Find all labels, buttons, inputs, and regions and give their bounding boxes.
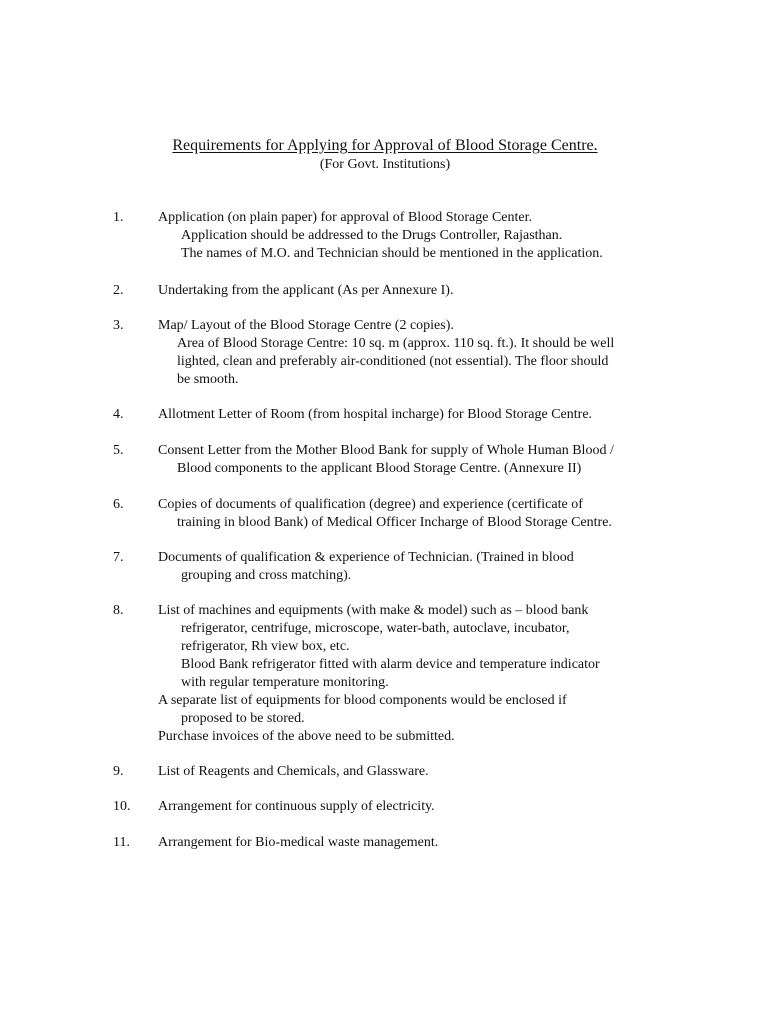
item-number: 6. bbox=[113, 497, 124, 512]
item-line: Area of Blood Storage Centre: 10 sq. m (approx. 110 sq. ft.). It should be well bbox=[177, 336, 615, 351]
item-line: be smooth. bbox=[177, 372, 239, 387]
item-number: 8. bbox=[113, 603, 124, 618]
document-title: Requirements for Applying for Approval of Blood Storage Centre. bbox=[172, 137, 598, 154]
item-number: 11. bbox=[113, 835, 130, 850]
item-line: grouping and cross matching). bbox=[181, 568, 352, 583]
item-line: Undertaking from the applicant (As per Annexure I). bbox=[158, 283, 454, 298]
item-line: Copies of documents of qualification (degree) and experience (certificate of bbox=[158, 497, 583, 512]
item-line: List of Reagents and Chemicals, and Glassware. bbox=[158, 764, 429, 779]
item-line: Allotment Letter of Room (from hospital incharge) for Blood Storage Centre. bbox=[158, 407, 593, 422]
item-line: refrigerator, centrifuge, microscope, water-bath, autoclave, incubator, bbox=[181, 621, 570, 636]
document-subtitle: (For Govt. Institutions) bbox=[319, 157, 451, 172]
item-line: The names of M.O. and Technician should be mentioned in the application. bbox=[181, 246, 603, 261]
item-line: Blood components to the applicant Blood Storage Centre. (Annexure II) bbox=[177, 461, 582, 476]
item-line: with regular temperature monitoring. bbox=[181, 675, 389, 690]
item-line: Arrangement for Bio-medical waste management. bbox=[158, 835, 439, 850]
item-line: Arrangement for continuous supply of electricity. bbox=[158, 799, 435, 814]
item-number: 2. bbox=[113, 283, 124, 298]
item-line: List of machines and equipments (with make & model) such as – blood bank bbox=[158, 603, 589, 618]
item-line: Documents of qualification & experience of Technician. (Trained in blood bbox=[158, 550, 574, 565]
item-line: Application (on plain paper) for approval of Blood Storage Center. bbox=[158, 210, 533, 225]
item-number: 5. bbox=[113, 443, 124, 458]
item-line: Blood Bank refrigerator fitted with alarm device and temperature indicator bbox=[181, 657, 600, 672]
item-line: A separate list of equipments for blood components would be enclosed if bbox=[158, 693, 567, 708]
item-line: Application should be addressed to the Drugs Controller, Rajasthan. bbox=[181, 228, 563, 243]
item-line: Map/ Layout of the Blood Storage Centre (2 copies). bbox=[158, 318, 454, 333]
item-line: Purchase invoices of the above need to be submitted. bbox=[158, 729, 455, 744]
item-number: 10. bbox=[113, 799, 131, 814]
item-line: refrigerator, Rh view box, etc. bbox=[181, 639, 350, 654]
item-line: training in blood Bank) of Medical Officer Incharge of Blood Storage Centre. bbox=[177, 515, 612, 530]
item-number: 7. bbox=[113, 550, 124, 565]
item-number: 9. bbox=[113, 764, 124, 779]
item-number: 3. bbox=[113, 318, 124, 333]
item-line: Consent Letter from the Mother Blood Bank for supply of Whole Human Blood / bbox=[158, 443, 614, 458]
item-number: 4. bbox=[113, 407, 124, 422]
item-line: lighted, clean and preferably air-conditioned (not essential). The floor should bbox=[177, 354, 609, 369]
item-number: 1. bbox=[113, 210, 124, 225]
item-line: proposed to be stored. bbox=[181, 711, 305, 726]
